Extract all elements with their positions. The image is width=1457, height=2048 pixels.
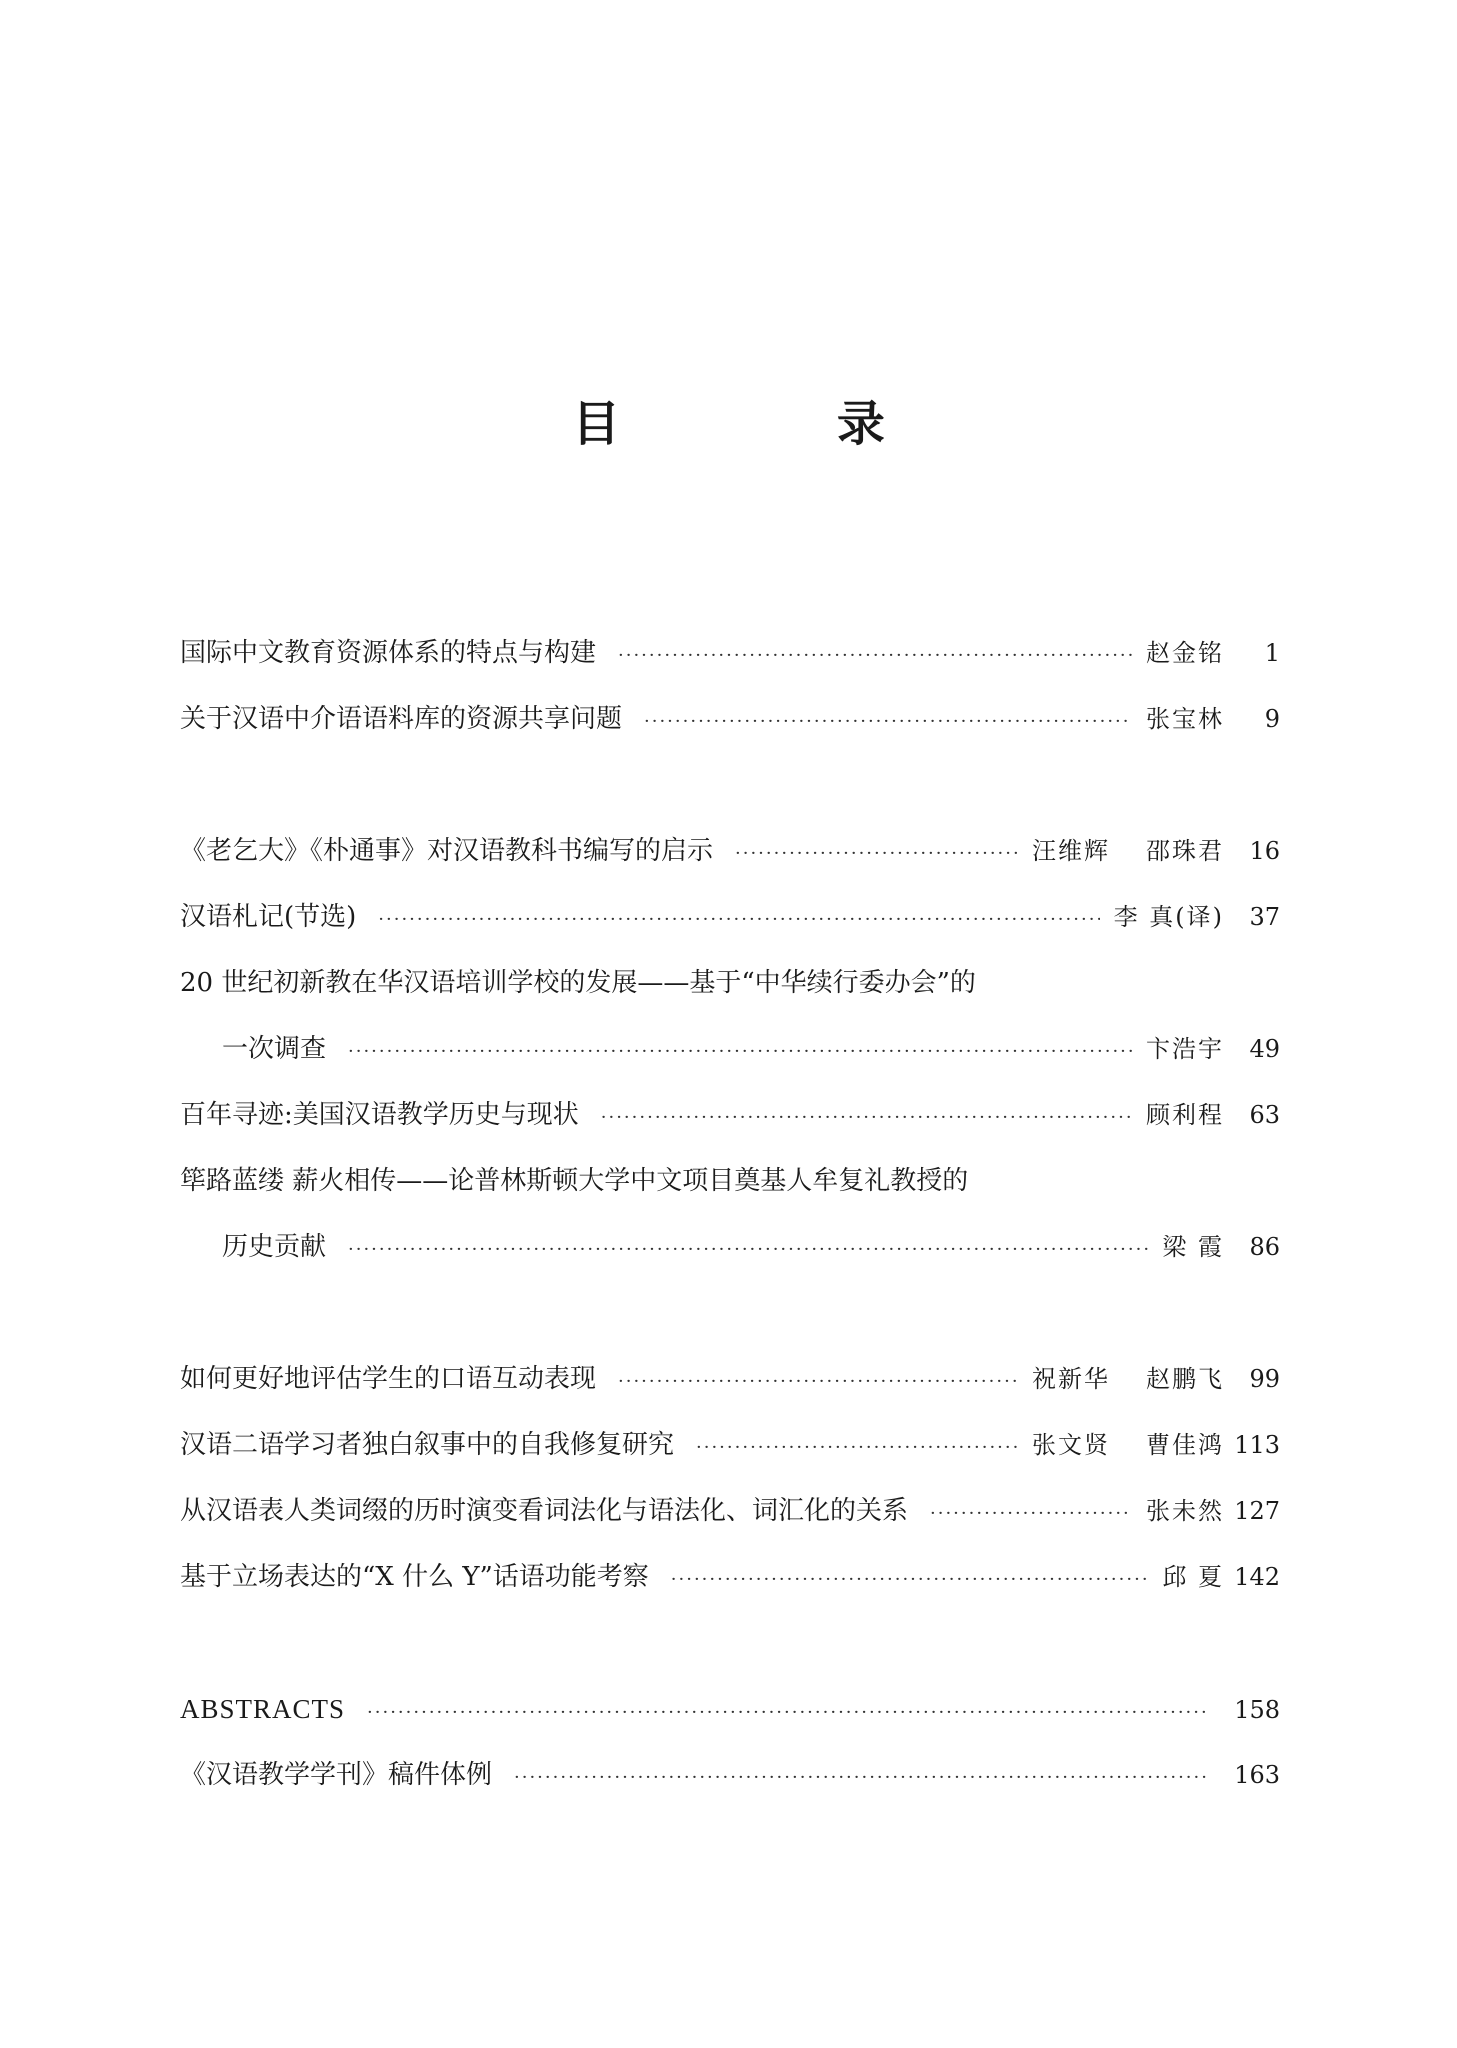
entry-authors	[1162, 1544, 1224, 1610]
dot-leader	[644, 689, 1132, 755]
toc-entry[interactable]	[180, 1742, 1280, 1808]
dot-leader	[601, 1085, 1132, 1151]
toc-entry[interactable]	[180, 1016, 1280, 1082]
entry-title: 基于立场表达的“X 什么 Y”话语功能考察	[180, 1562, 649, 1592]
dot-leader	[348, 1217, 1148, 1283]
dot-leader	[618, 623, 1132, 689]
toc-entry[interactable]	[180, 1676, 1280, 1742]
page-number: 9	[1264, 705, 1280, 733]
page-number: 49	[1249, 1035, 1280, 1063]
toc-section	[180, 1676, 1280, 1808]
entry-authors	[1146, 620, 1224, 686]
page-number: 37	[1249, 903, 1280, 931]
toc-entry[interactable]	[180, 1214, 1280, 1280]
author-name: 祝新华	[1032, 1365, 1110, 1393]
author-name: 邵珠君	[1146, 837, 1224, 865]
author-name: 张未然	[1146, 1497, 1224, 1525]
dot-leader	[696, 1415, 1018, 1481]
page-number: 163	[1234, 1761, 1280, 1789]
table-of-contents	[180, 620, 1280, 1874]
entry-title: 《老乞大》《朴通事》对汉语教科书编写的启示	[180, 836, 714, 866]
toc-entry[interactable]	[180, 1148, 1280, 1214]
toc-entry[interactable]	[180, 1082, 1280, 1148]
author-name: 梁 霞	[1162, 1233, 1224, 1261]
page-title: 目 录	[572, 396, 985, 452]
entry-title: 历史贡献	[222, 1232, 327, 1262]
entry-title: 筚路蓝缕 薪火相传——论普林斯顿大学中文项目奠基人牟复礼教授的	[180, 1166, 969, 1196]
page-number: 127	[1234, 1497, 1280, 1525]
author-name: 李 真(译)	[1113, 903, 1224, 931]
entry-authors	[1146, 1016, 1224, 1082]
dot-leader	[514, 1745, 1210, 1811]
author-name: 赵金铭	[1146, 639, 1224, 667]
entry-title: 汉语札记(节选)	[180, 902, 357, 932]
entry-authors	[1146, 1082, 1224, 1148]
author-name: 赵鹏飞	[1146, 1365, 1224, 1393]
entry-authors	[1032, 1346, 1224, 1412]
entry-authors	[1146, 1478, 1224, 1544]
author-name: 张宝林	[1146, 705, 1224, 733]
page-number: 1	[1264, 639, 1280, 667]
page-number: 16	[1249, 837, 1280, 865]
page-number: 142	[1234, 1563, 1280, 1591]
entry-title: 一次调查	[222, 1034, 327, 1064]
page-number: 113	[1234, 1431, 1280, 1459]
entry-authors	[1032, 1412, 1224, 1478]
toc-entry[interactable]	[180, 686, 1280, 752]
toc-entry[interactable]	[180, 1544, 1280, 1610]
dot-leader	[367, 1680, 1210, 1746]
entry-title: 20 世纪初新教在华汉语培训学校的发展——基于“中华续行委办会”的	[180, 968, 976, 998]
entry-title: 从汉语表人类词缀的历时演变看词法化与语法化、词汇化的关系	[180, 1496, 909, 1526]
page-number: 158	[1234, 1696, 1280, 1724]
entry-authors	[1146, 686, 1224, 752]
entry-title: 汉语二语学习者独白叙事中的自我修复研究	[180, 1430, 675, 1460]
toc-entry[interactable]	[180, 884, 1280, 950]
toc-entry[interactable]	[180, 1346, 1280, 1412]
dot-leader	[930, 1481, 1132, 1547]
entry-title: ABSTRACTS	[180, 1694, 346, 1724]
toc-entry[interactable]	[180, 1412, 1280, 1478]
toc-entry[interactable]	[180, 1478, 1280, 1544]
author-name: 顾利程	[1146, 1101, 1224, 1129]
toc-entry[interactable]	[180, 620, 1280, 686]
entry-title: 国际中文教育资源体系的特点与构建	[180, 638, 597, 668]
author-name: 曹佳鸿	[1146, 1431, 1224, 1459]
entry-authors	[1032, 818, 1224, 884]
entry-title: 如何更好地评估学生的口语互动表现	[180, 1364, 597, 1394]
toc-entry[interactable]	[180, 818, 1280, 884]
entry-title: 百年寻迹:美国汉语教学历史与现状	[180, 1100, 579, 1130]
dot-leader	[671, 1547, 1149, 1613]
dot-leader	[348, 1019, 1132, 1085]
entry-authors	[1114, 884, 1224, 950]
toc-section	[180, 620, 1280, 752]
entry-title: 《汉语教学学刊》稿件体例	[180, 1760, 493, 1790]
dot-leader	[378, 887, 1099, 953]
page-number: 63	[1249, 1101, 1280, 1129]
toc-section	[180, 818, 1280, 1280]
page-number: 86	[1249, 1233, 1280, 1261]
dot-leader	[618, 1349, 1018, 1415]
author-name: 邱 夏	[1162, 1563, 1224, 1591]
dot-leader	[735, 821, 1018, 887]
author-name: 汪维辉	[1032, 837, 1110, 865]
page-number: 99	[1249, 1365, 1280, 1393]
author-name: 张文贤	[1032, 1431, 1110, 1459]
author-name: 卞浩宇	[1146, 1035, 1224, 1063]
entry-authors	[1162, 1214, 1224, 1280]
toc-entry[interactable]	[180, 950, 1280, 1016]
toc-section	[180, 1346, 1280, 1610]
entry-title: 关于汉语中介语语料库的资源共享问题	[180, 704, 623, 734]
